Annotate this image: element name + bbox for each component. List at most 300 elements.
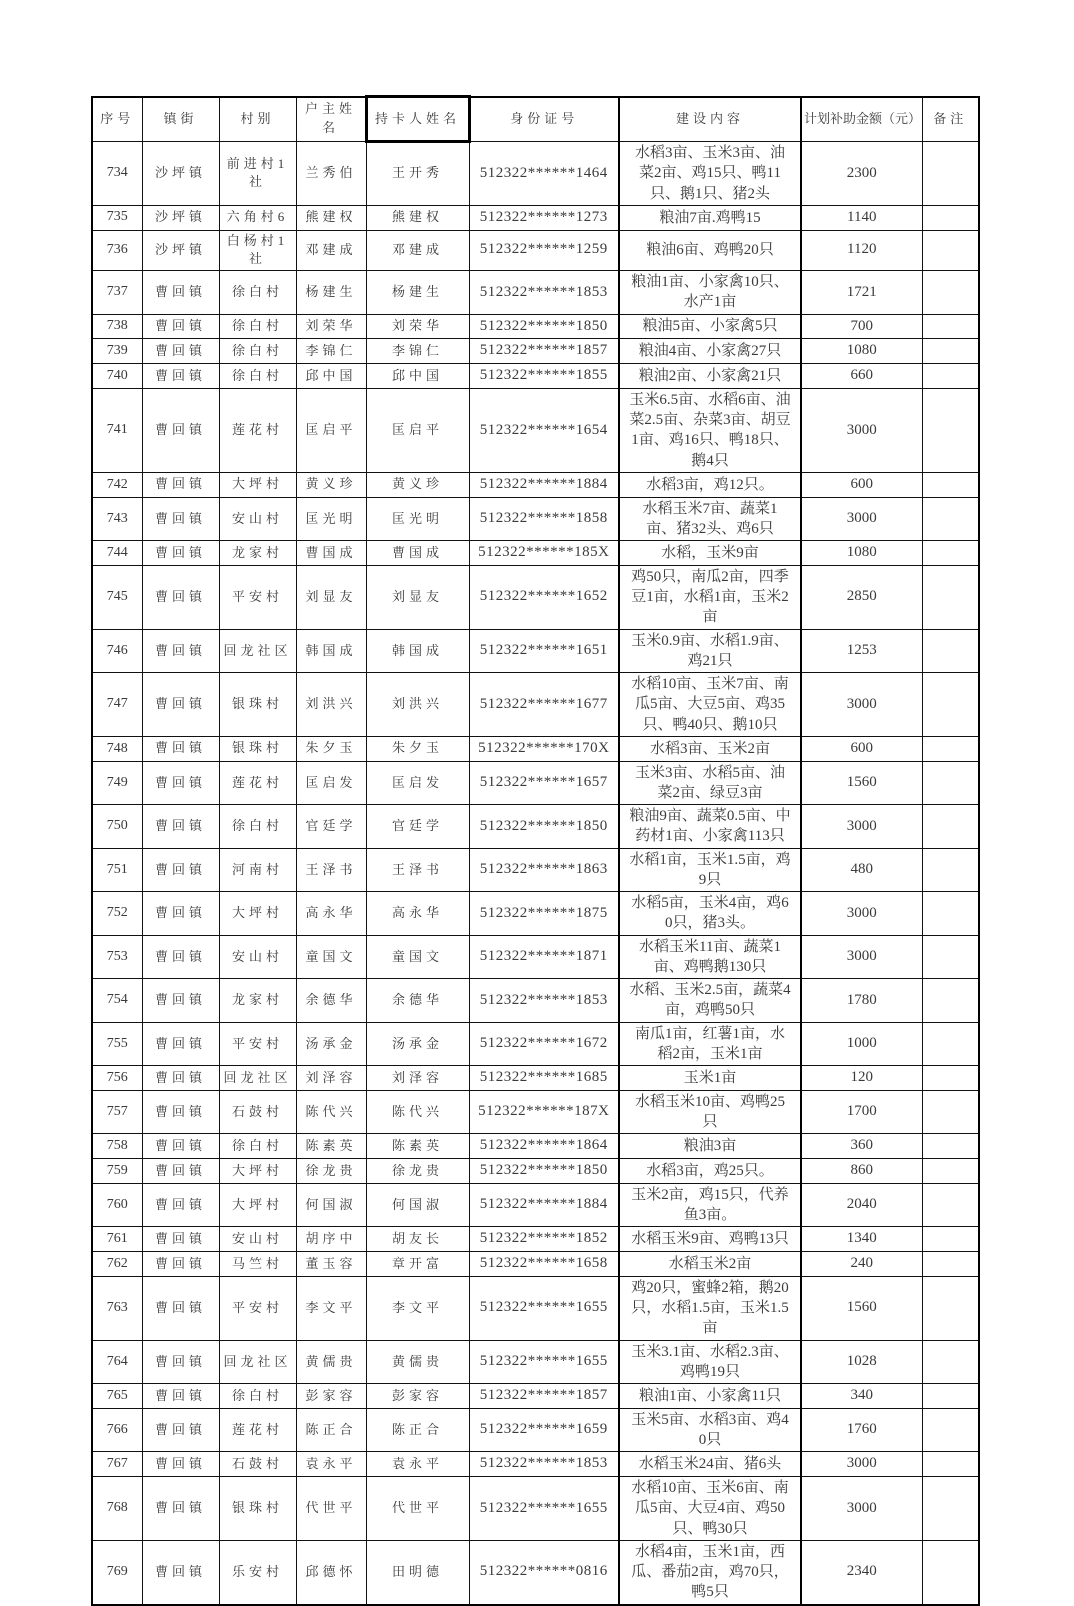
village-cell[interactable]: 乐安村: [219, 1540, 296, 1604]
cardholder-cell[interactable]: 童国文: [366, 935, 469, 979]
remark-cell[interactable]: [922, 271, 979, 315]
cardholder-cell[interactable]: 王开秀: [366, 142, 469, 206]
serial-col-header[interactable]: 序号: [92, 97, 142, 142]
construction-content-cell[interactable]: 粮油9亩、蔬菜0.5亩、中药材1亩、小家禽113只: [619, 805, 801, 849]
village-cell[interactable]: 石鼓村: [219, 1090, 296, 1134]
village-cell[interactable]: 银珠村: [219, 736, 296, 761]
subsidy-amount-cell[interactable]: 1080: [801, 339, 922, 364]
id-number-cell[interactable]: 512322******1884: [469, 472, 619, 497]
village-cell[interactable]: 徐白村: [219, 1134, 296, 1159]
serial-cell[interactable]: 736: [92, 230, 142, 271]
town-cell[interactable]: 曹回镇: [142, 388, 219, 472]
householder-cell[interactable]: 董玉容: [296, 1252, 366, 1277]
remark-cell[interactable]: [922, 673, 979, 737]
remark-col-header[interactable]: 备注: [922, 97, 979, 142]
serial-cell[interactable]: 765: [92, 1384, 142, 1409]
householder-cell[interactable]: 刘显友: [296, 565, 366, 629]
householder-cell[interactable]: 刘泽容: [296, 1066, 366, 1091]
village-cell[interactable]: 徐白村: [219, 314, 296, 339]
remark-cell[interactable]: [922, 565, 979, 629]
construction-content-cell[interactable]: 水稻玉米11亩、蔬菜1亩、鸡鸭鹅130只: [619, 935, 801, 979]
remark-cell[interactable]: [922, 736, 979, 761]
id-number-cell[interactable]: 512322******1863: [469, 848, 619, 892]
id-number-cell[interactable]: 512322******1855: [469, 364, 619, 389]
subsidy-amount-cell[interactable]: 2340: [801, 1540, 922, 1604]
town-cell[interactable]: 曹回镇: [142, 1183, 219, 1227]
construction-content-cell[interactable]: 水稻玉米24亩、猪6头: [619, 1452, 801, 1477]
remark-cell[interactable]: [922, 472, 979, 497]
remark-cell[interactable]: [922, 892, 979, 936]
town-cell[interactable]: 曹回镇: [142, 1477, 219, 1541]
id-number-cell[interactable]: 512322******1853: [469, 271, 619, 315]
cardholder-cell[interactable]: 胡友长: [366, 1227, 469, 1252]
id-number-cell[interactable]: 512322******1875: [469, 892, 619, 936]
serial-cell[interactable]: 748: [92, 736, 142, 761]
remark-cell[interactable]: [922, 142, 979, 206]
village-cell[interactable]: 徐白村: [219, 805, 296, 849]
serial-cell[interactable]: 762: [92, 1252, 142, 1277]
construction-content-cell[interactable]: 南瓜1亩，红薯1亩，水稻2亩，玉米1亩: [619, 1022, 801, 1066]
subsidy-amount-cell[interactable]: 1700: [801, 1090, 922, 1134]
serial-cell[interactable]: 743: [92, 497, 142, 541]
construction-content-cell[interactable]: 水稻3亩，鸡25只。: [619, 1159, 801, 1184]
subsidy-amount-cell[interactable]: 1253: [801, 629, 922, 673]
remark-cell[interactable]: [922, 1540, 979, 1604]
construction-content-cell[interactable]: 玉米1亩: [619, 1066, 801, 1091]
construction-content-cell[interactable]: 玉米5亩、水稻3亩、鸡40只: [619, 1408, 801, 1452]
cardholder-cell[interactable]: 熊建权: [366, 205, 469, 230]
village-cell[interactable]: 前进村1社: [219, 142, 296, 206]
village-cell[interactable]: 安山村: [219, 1227, 296, 1252]
subsidy-amount-cell[interactable]: 700: [801, 314, 922, 339]
id-number-cell[interactable]: 512322******1857: [469, 1384, 619, 1409]
id-number-cell[interactable]: 512322******1857: [469, 339, 619, 364]
village-cell[interactable]: 河南村: [219, 848, 296, 892]
subsidy-amount-cell[interactable]: 3000: [801, 892, 922, 936]
serial-cell[interactable]: 768: [92, 1477, 142, 1541]
remark-cell[interactable]: [922, 1276, 979, 1340]
village-cell[interactable]: 大坪村: [219, 1159, 296, 1184]
cardholder-cell[interactable]: 刘洪兴: [366, 673, 469, 737]
town-cell[interactable]: 曹回镇: [142, 1408, 219, 1452]
remark-cell[interactable]: [922, 1227, 979, 1252]
village-cell[interactable]: 回龙社区: [219, 629, 296, 673]
construction-content-cell[interactable]: 粮油7亩.鸡鸭15: [619, 205, 801, 230]
householder-cell[interactable]: 刘荣华: [296, 314, 366, 339]
town-cell[interactable]: 曹回镇: [142, 935, 219, 979]
subsidy-amount-cell[interactable]: 600: [801, 472, 922, 497]
householder-cell[interactable]: 韩国成: [296, 629, 366, 673]
householder-cell[interactable]: 刘洪兴: [296, 673, 366, 737]
town-cell[interactable]: 曹回镇: [142, 892, 219, 936]
remark-cell[interactable]: [922, 1090, 979, 1134]
remark-cell[interactable]: [922, 541, 979, 566]
id-number-cell[interactable]: 512322******1852: [469, 1227, 619, 1252]
village-cell[interactable]: 徐白村: [219, 364, 296, 389]
householder-cell[interactable]: 陈素英: [296, 1134, 366, 1159]
village-cell[interactable]: 回龙社区: [219, 1340, 296, 1384]
id-number-cell[interactable]: 512322******1864: [469, 1134, 619, 1159]
subsidy-amount-cell[interactable]: 1120: [801, 230, 922, 271]
town-cell[interactable]: 曹回镇: [142, 1540, 219, 1604]
id-number-cell[interactable]: 512322******1677: [469, 673, 619, 737]
id-number-cell[interactable]: 512322******1652: [469, 565, 619, 629]
serial-cell[interactable]: 742: [92, 472, 142, 497]
serial-cell[interactable]: 734: [92, 142, 142, 206]
subsidy-amount-cell[interactable]: 2300: [801, 142, 922, 206]
cardholder-cell[interactable]: 刘显友: [366, 565, 469, 629]
householder-cell[interactable]: 杨建生: [296, 271, 366, 315]
serial-cell[interactable]: 761: [92, 1227, 142, 1252]
construction-content-cell[interactable]: 水稻1亩，玉米1.5亩，鸡9只: [619, 848, 801, 892]
cardholder-cell[interactable]: 朱夕玉: [366, 736, 469, 761]
subsidy-amount-cell[interactable]: 3000: [801, 497, 922, 541]
serial-cell[interactable]: 744: [92, 541, 142, 566]
town-col-header[interactable]: 镇街: [142, 97, 219, 142]
serial-cell[interactable]: 751: [92, 848, 142, 892]
cardholder-col-header[interactable]: 持卡人姓名: [366, 97, 469, 142]
construction-content-cell[interactable]: 玉米2亩，鸡15只，代养鱼3亩。: [619, 1183, 801, 1227]
id-number-cell[interactable]: 512322******1654: [469, 388, 619, 472]
serial-cell[interactable]: 757: [92, 1090, 142, 1134]
cardholder-cell[interactable]: 刘泽容: [366, 1066, 469, 1091]
village-cell[interactable]: 银珠村: [219, 673, 296, 737]
id-number-cell[interactable]: 512322******1655: [469, 1477, 619, 1541]
householder-cell[interactable]: 代世平: [296, 1477, 366, 1541]
village-cell[interactable]: 银珠村: [219, 1477, 296, 1541]
town-cell[interactable]: 曹回镇: [142, 1159, 219, 1184]
cardholder-cell[interactable]: 徐龙贵: [366, 1159, 469, 1184]
serial-cell[interactable]: 737: [92, 271, 142, 315]
construction-content-cell[interactable]: 粮油1亩、小家禽11只: [619, 1384, 801, 1409]
town-cell[interactable]: 曹回镇: [142, 1252, 219, 1277]
remark-cell[interactable]: [922, 1134, 979, 1159]
serial-cell[interactable]: 753: [92, 935, 142, 979]
cardholder-cell[interactable]: 汤承金: [366, 1022, 469, 1066]
cardholder-cell[interactable]: 官廷学: [366, 805, 469, 849]
subsidy-amount-cell[interactable]: 2040: [801, 1183, 922, 1227]
cardholder-cell[interactable]: 黄儒贵: [366, 1340, 469, 1384]
construction-content-cell[interactable]: 鸡20只，蜜蜂2箱，鹅20只，水稻1.5亩，玉米1.5亩: [619, 1276, 801, 1340]
cardholder-cell[interactable]: 李文平: [366, 1276, 469, 1340]
village-cell[interactable]: 石鼓村: [219, 1452, 296, 1477]
householder-cell[interactable]: 童国文: [296, 935, 366, 979]
cardholder-cell[interactable]: 代世平: [366, 1477, 469, 1541]
id-number-cell[interactable]: 512322******1853: [469, 1452, 619, 1477]
remark-cell[interactable]: [922, 230, 979, 271]
town-cell[interactable]: 曹回镇: [142, 541, 219, 566]
serial-cell[interactable]: 747: [92, 673, 142, 737]
remark-cell[interactable]: [922, 314, 979, 339]
householder-cell[interactable]: 徐龙贵: [296, 1159, 366, 1184]
householder-cell[interactable]: 邱德怀: [296, 1540, 366, 1604]
town-cell[interactable]: 曹回镇: [142, 673, 219, 737]
serial-cell[interactable]: 759: [92, 1159, 142, 1184]
subsidy-amount-cell[interactable]: 1760: [801, 1408, 922, 1452]
id-number-cell[interactable]: 512322******1659: [469, 1408, 619, 1452]
householder-cell[interactable]: 曹国成: [296, 541, 366, 566]
id-number-cell[interactable]: 512322******1853: [469, 979, 619, 1023]
serial-cell[interactable]: 750: [92, 805, 142, 849]
construction-content-cell[interactable]: 粮油1亩、小家禽10只、水产1亩: [619, 271, 801, 315]
remark-cell[interactable]: [922, 761, 979, 805]
remark-cell[interactable]: [922, 339, 979, 364]
subsidy-amount-cell[interactable]: 480: [801, 848, 922, 892]
subsidy-amount-cell[interactable]: 1140: [801, 205, 922, 230]
householder-cell[interactable]: 袁永平: [296, 1452, 366, 1477]
village-cell[interactable]: 回龙社区: [219, 1066, 296, 1091]
cardholder-cell[interactable]: 陈正合: [366, 1408, 469, 1452]
subsidy-amount-cell[interactable]: 3000: [801, 388, 922, 472]
remark-cell[interactable]: [922, 1183, 979, 1227]
subsidy-amount-cell[interactable]: 3000: [801, 1477, 922, 1541]
remark-cell[interactable]: [922, 979, 979, 1023]
serial-cell[interactable]: 749: [92, 761, 142, 805]
householder-cell[interactable]: 何国淑: [296, 1183, 366, 1227]
village-cell[interactable]: 龙家村: [219, 541, 296, 566]
remark-cell[interactable]: [922, 935, 979, 979]
cardholder-cell[interactable]: 陈素英: [366, 1134, 469, 1159]
subsidy-amount-cell[interactable]: 3000: [801, 673, 922, 737]
town-cell[interactable]: 曹回镇: [142, 761, 219, 805]
remark-cell[interactable]: [922, 805, 979, 849]
cardholder-cell[interactable]: 邱中国: [366, 364, 469, 389]
construction-content-cell[interactable]: 玉米3亩、水稻5亩、油菜2亩、绿豆3亩: [619, 761, 801, 805]
serial-cell[interactable]: 767: [92, 1452, 142, 1477]
id-number-cell[interactable]: 512322******185X: [469, 541, 619, 566]
town-cell[interactable]: 沙坪镇: [142, 205, 219, 230]
serial-cell[interactable]: 760: [92, 1183, 142, 1227]
householder-cell[interactable]: 邱中国: [296, 364, 366, 389]
id-number-cell[interactable]: 512322******1884: [469, 1183, 619, 1227]
town-cell[interactable]: 曹回镇: [142, 1384, 219, 1409]
remark-cell[interactable]: [922, 364, 979, 389]
serial-cell[interactable]: 740: [92, 364, 142, 389]
serial-cell[interactable]: 739: [92, 339, 142, 364]
construction-content-cell[interactable]: 水稻4亩，玉米1亩，西瓜、番茄2亩，鸡70只，鸭5只: [619, 1540, 801, 1604]
cardholder-cell[interactable]: 何国淑: [366, 1183, 469, 1227]
subsidy-amount-col-header[interactable]: 计划补助金额（元）: [801, 97, 922, 142]
serial-cell[interactable]: 752: [92, 892, 142, 936]
householder-cell[interactable]: 彭家容: [296, 1384, 366, 1409]
village-cell[interactable]: 莲花村: [219, 1408, 296, 1452]
subsidy-amount-cell[interactable]: 1340: [801, 1227, 922, 1252]
subsidy-amount-cell[interactable]: 3000: [801, 935, 922, 979]
village-col-header[interactable]: 村别: [219, 97, 296, 142]
village-cell[interactable]: 平安村: [219, 1276, 296, 1340]
serial-cell[interactable]: 735: [92, 205, 142, 230]
remark-cell[interactable]: [922, 1022, 979, 1066]
town-cell[interactable]: 曹回镇: [142, 848, 219, 892]
id-number-cell[interactable]: 512322******170X: [469, 736, 619, 761]
village-cell[interactable]: 大坪村: [219, 1183, 296, 1227]
id-number-cell[interactable]: 512322******1685: [469, 1066, 619, 1091]
village-cell[interactable]: 徐白村: [219, 1384, 296, 1409]
subsidy-amount-cell[interactable]: 600: [801, 736, 922, 761]
cardholder-cell[interactable]: 刘荣华: [366, 314, 469, 339]
subsidy-amount-cell[interactable]: 120: [801, 1066, 922, 1091]
id-number-cell[interactable]: 512322******1464: [469, 142, 619, 206]
village-cell[interactable]: 莲花村: [219, 761, 296, 805]
construction-content-col-header[interactable]: 建设内容: [619, 97, 801, 142]
remark-cell[interactable]: [922, 1066, 979, 1091]
construction-content-cell[interactable]: 粮油4亩、小家禽27只: [619, 339, 801, 364]
remark-cell[interactable]: [922, 1340, 979, 1384]
serial-cell[interactable]: 746: [92, 629, 142, 673]
serial-cell[interactable]: 756: [92, 1066, 142, 1091]
cardholder-cell[interactable]: 匡启发: [366, 761, 469, 805]
town-cell[interactable]: 曹回镇: [142, 1090, 219, 1134]
construction-content-cell[interactable]: 水稻玉米7亩、蔬菜1亩、猪32头、鸡6只: [619, 497, 801, 541]
id-number-col-header[interactable]: 身份证号: [469, 97, 619, 142]
construction-content-cell[interactable]: 水稻玉米2亩: [619, 1252, 801, 1277]
householder-cell[interactable]: 陈代兴: [296, 1090, 366, 1134]
village-cell[interactable]: 徐白村: [219, 271, 296, 315]
serial-cell[interactable]: 755: [92, 1022, 142, 1066]
town-cell[interactable]: 曹回镇: [142, 1134, 219, 1159]
village-cell[interactable]: 白杨村1社: [219, 230, 296, 271]
id-number-cell[interactable]: 512322******1658: [469, 1252, 619, 1277]
subsidy-amount-cell[interactable]: 660: [801, 364, 922, 389]
id-number-cell[interactable]: 512322******1850: [469, 1159, 619, 1184]
id-number-cell[interactable]: 512322******1655: [469, 1276, 619, 1340]
remark-cell[interactable]: [922, 1159, 979, 1184]
cardholder-cell[interactable]: 陈代兴: [366, 1090, 469, 1134]
town-cell[interactable]: 曹回镇: [142, 314, 219, 339]
id-number-cell[interactable]: 512322******1850: [469, 805, 619, 849]
construction-content-cell[interactable]: 水稻、玉米2.5亩，蔬菜4亩，鸡鸭50只: [619, 979, 801, 1023]
serial-cell[interactable]: 769: [92, 1540, 142, 1604]
subsidy-amount-cell[interactable]: 1000: [801, 1022, 922, 1066]
serial-cell[interactable]: 758: [92, 1134, 142, 1159]
cardholder-cell[interactable]: 黄义珍: [366, 472, 469, 497]
village-cell[interactable]: 平安村: [219, 1022, 296, 1066]
id-number-cell[interactable]: 512322******1651: [469, 629, 619, 673]
cardholder-cell[interactable]: 匡启平: [366, 388, 469, 472]
cardholder-cell[interactable]: 王泽书: [366, 848, 469, 892]
town-cell[interactable]: 曹回镇: [142, 565, 219, 629]
construction-content-cell[interactable]: 水稻玉米9亩、鸡鸭13只: [619, 1227, 801, 1252]
construction-content-cell[interactable]: 鸡50只，南瓜2亩，四季豆1亩，水稻1亩，玉米2亩: [619, 565, 801, 629]
id-number-cell[interactable]: 512322******1259: [469, 230, 619, 271]
householder-cell[interactable]: 李锦仁: [296, 339, 366, 364]
householder-cell[interactable]: 熊建权: [296, 205, 366, 230]
householder-cell[interactable]: 汤承金: [296, 1022, 366, 1066]
town-cell[interactable]: 沙坪镇: [142, 230, 219, 271]
village-cell[interactable]: 六角村6: [219, 205, 296, 230]
town-cell[interactable]: 曹回镇: [142, 497, 219, 541]
householder-cell[interactable]: 匡启平: [296, 388, 366, 472]
town-cell[interactable]: 曹回镇: [142, 472, 219, 497]
remark-cell[interactable]: [922, 1477, 979, 1541]
town-cell[interactable]: 曹回镇: [142, 805, 219, 849]
village-cell[interactable]: 徐白村: [219, 339, 296, 364]
construction-content-cell[interactable]: 水稻玉米10亩、鸡鸭25只: [619, 1090, 801, 1134]
village-cell[interactable]: 龙家村: [219, 979, 296, 1023]
town-cell[interactable]: 曹回镇: [142, 364, 219, 389]
id-number-cell[interactable]: 512322******1672: [469, 1022, 619, 1066]
construction-content-cell[interactable]: 玉米0.9亩、水稻1.9亩、鸡21只: [619, 629, 801, 673]
subsidy-amount-cell[interactable]: 1560: [801, 761, 922, 805]
remark-cell[interactable]: [922, 205, 979, 230]
cardholder-cell[interactable]: 匡光明: [366, 497, 469, 541]
subsidy-amount-cell[interactable]: 3000: [801, 1452, 922, 1477]
subsidy-amount-cell[interactable]: 1080: [801, 541, 922, 566]
cardholder-cell[interactable]: 章开富: [366, 1252, 469, 1277]
cardholder-cell[interactable]: 袁永平: [366, 1452, 469, 1477]
village-cell[interactable]: 莲花村: [219, 388, 296, 472]
remark-cell[interactable]: [922, 1452, 979, 1477]
village-cell[interactable]: 平安村: [219, 565, 296, 629]
construction-content-cell[interactable]: 水稻10亩、玉米6亩、南瓜5亩、大豆4亩、鸡50只、鸭30只: [619, 1477, 801, 1541]
householder-cell[interactable]: 朱夕玉: [296, 736, 366, 761]
serial-cell[interactable]: 763: [92, 1276, 142, 1340]
construction-content-cell[interactable]: 水稻3亩，鸡12只。: [619, 472, 801, 497]
subsidy-amount-cell[interactable]: 1780: [801, 979, 922, 1023]
subsidy-amount-cell[interactable]: 860: [801, 1159, 922, 1184]
remark-cell[interactable]: [922, 497, 979, 541]
remark-cell[interactable]: [922, 848, 979, 892]
village-cell[interactable]: 马竺村: [219, 1252, 296, 1277]
town-cell[interactable]: 曹回镇: [142, 1452, 219, 1477]
town-cell[interactable]: 曹回镇: [142, 339, 219, 364]
construction-content-cell[interactable]: 粮油3亩: [619, 1134, 801, 1159]
construction-content-cell[interactable]: 玉米3.1亩、水稻2.3亩、鸡鸭19只: [619, 1340, 801, 1384]
serial-cell[interactable]: 766: [92, 1408, 142, 1452]
id-number-cell[interactable]: 512322******1655: [469, 1340, 619, 1384]
householder-cell[interactable]: 陈正合: [296, 1408, 366, 1452]
construction-content-cell[interactable]: 水稻，玉米9亩: [619, 541, 801, 566]
cardholder-cell[interactable]: 曹国成: [366, 541, 469, 566]
town-cell[interactable]: 曹回镇: [142, 1276, 219, 1340]
cardholder-cell[interactable]: 李锦仁: [366, 339, 469, 364]
serial-cell[interactable]: 741: [92, 388, 142, 472]
id-number-cell[interactable]: 512322******1871: [469, 935, 619, 979]
cardholder-cell[interactable]: 韩国成: [366, 629, 469, 673]
householder-cell[interactable]: 黄儒贵: [296, 1340, 366, 1384]
householder-cell[interactable]: 匡启发: [296, 761, 366, 805]
town-cell[interactable]: 曹回镇: [142, 629, 219, 673]
householder-col-header[interactable]: 户主姓名: [296, 97, 366, 142]
householder-cell[interactable]: 兰秀伯: [296, 142, 366, 206]
village-cell[interactable]: 安山村: [219, 497, 296, 541]
serial-cell[interactable]: 764: [92, 1340, 142, 1384]
town-cell[interactable]: 曹回镇: [142, 271, 219, 315]
householder-cell[interactable]: 李文平: [296, 1276, 366, 1340]
serial-cell[interactable]: 745: [92, 565, 142, 629]
id-number-cell[interactable]: 512322******1850: [469, 314, 619, 339]
id-number-cell[interactable]: 512322******1858: [469, 497, 619, 541]
remark-cell[interactable]: [922, 1408, 979, 1452]
cardholder-cell[interactable]: 邓建成: [366, 230, 469, 271]
householder-cell[interactable]: 邓建成: [296, 230, 366, 271]
construction-content-cell[interactable]: 粮油2亩、小家禽21只: [619, 364, 801, 389]
householder-cell[interactable]: 余德华: [296, 979, 366, 1023]
id-number-cell[interactable]: 512322******1273: [469, 205, 619, 230]
subsidy-amount-cell[interactable]: 240: [801, 1252, 922, 1277]
remark-cell[interactable]: [922, 1384, 979, 1409]
householder-cell[interactable]: 高永华: [296, 892, 366, 936]
town-cell[interactable]: 沙坪镇: [142, 142, 219, 206]
subsidy-amount-cell[interactable]: 2850: [801, 565, 922, 629]
remark-cell[interactable]: [922, 1252, 979, 1277]
town-cell[interactable]: 曹回镇: [142, 1340, 219, 1384]
subsidy-amount-cell[interactable]: 360: [801, 1134, 922, 1159]
householder-cell[interactable]: 黄义珍: [296, 472, 366, 497]
remark-cell[interactable]: [922, 388, 979, 472]
id-number-cell[interactable]: 512322******1657: [469, 761, 619, 805]
construction-content-cell[interactable]: 粮油6亩、鸡鸭20只: [619, 230, 801, 271]
